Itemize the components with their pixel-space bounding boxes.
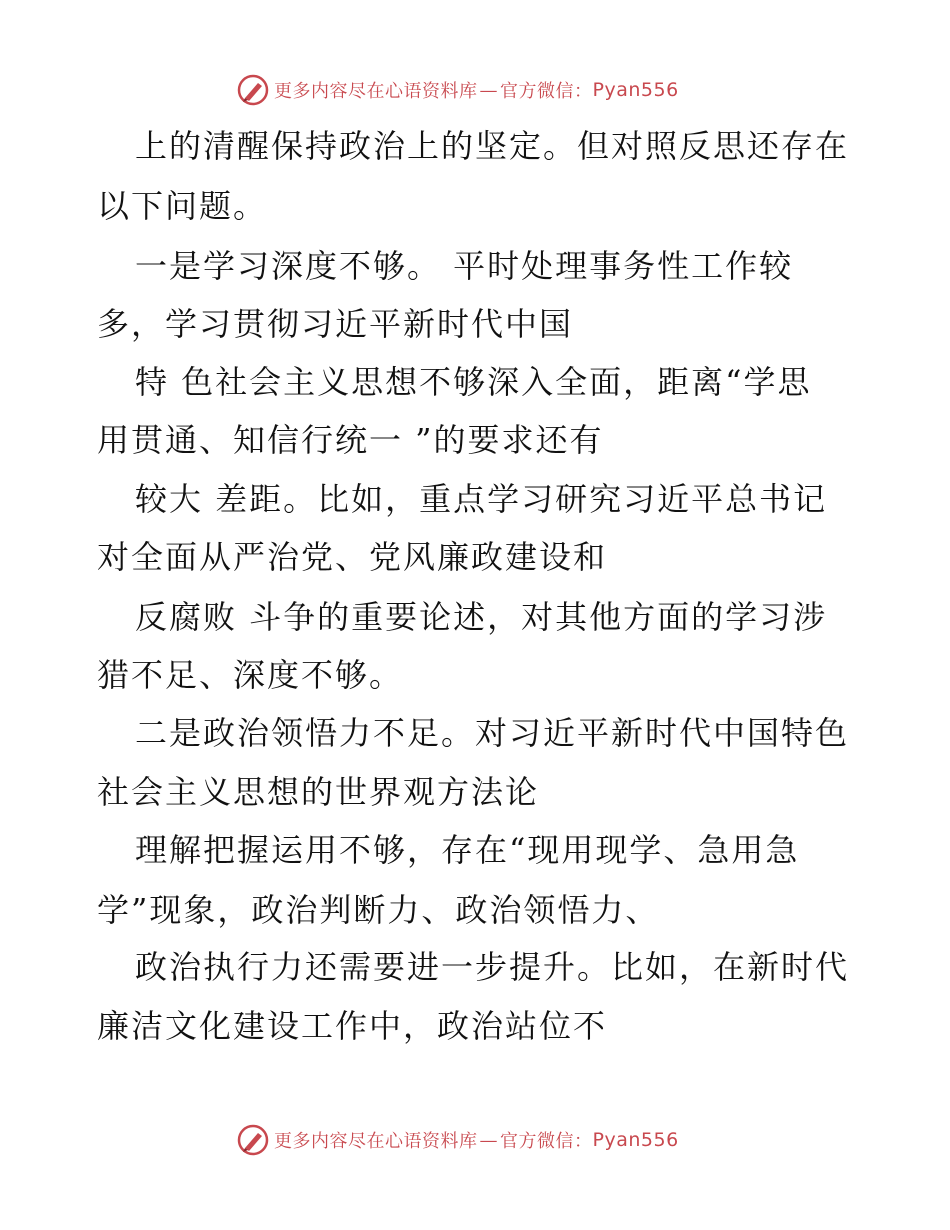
text-line: 特 色社会主义思想不够深入全面，距离“学思 — [135, 363, 812, 401]
text-line: 政治执行力还需要进一步提升。比如，在新时代 — [135, 948, 850, 986]
text-line: 社会主义思想的世界观方法论 — [97, 773, 540, 811]
text-line: 廉洁文化建设工作中，政治站位不 — [97, 1007, 608, 1045]
header-watermark — [236, 70, 679, 110]
text-line: 对全面从严治党、党风廉政建设和 — [97, 538, 608, 576]
text-line: 理解把握运用不够，存在“现用现学、急用急 — [135, 831, 800, 869]
wechat-label: 官方微信： — [500, 1131, 593, 1152]
text-line: 学”现象，政治判断力、政治领悟力、 — [97, 891, 660, 929]
text-line: 以下问题。 — [97, 187, 268, 225]
watermark-text: 更多内容尽在心语资料库 — [274, 81, 478, 102]
pen-logo-icon — [236, 1123, 270, 1157]
wechat-id: Pyan556 — [592, 1129, 679, 1151]
text-line: 一是学习深度不够。 平时处理事务性工作较 — [135, 247, 794, 285]
text-line: 反腐败 斗争的重要论述，对其他方面的学习涉 — [135, 598, 828, 636]
wechat-id: Pyan556 — [592, 79, 679, 101]
wechat-label: 官方微信： — [500, 81, 593, 102]
watermark-text: 更多内容尽在心语资料库 — [274, 1131, 478, 1152]
text-line: 较大 差距。比如，重点学习研究习近平总书记 — [135, 480, 828, 518]
text-line: 猎不足、深度不够。 — [97, 656, 404, 694]
footer-watermark — [236, 1120, 679, 1160]
pen-logo-icon — [236, 73, 270, 107]
text-line: 上的清醒保持政治上的坚定。但对照反思还存在 — [135, 127, 850, 165]
watermark-separator: — — [479, 1129, 498, 1151]
text-line: 多，学习贯彻习近平新时代中国 — [97, 305, 574, 343]
text-line: 二是政治领悟力不足。对习近平新时代中国特色 — [135, 714, 850, 752]
watermark-separator: — — [479, 79, 498, 101]
text-line: 用贯通、知信行统一 ”的要求还有 — [97, 421, 604, 459]
